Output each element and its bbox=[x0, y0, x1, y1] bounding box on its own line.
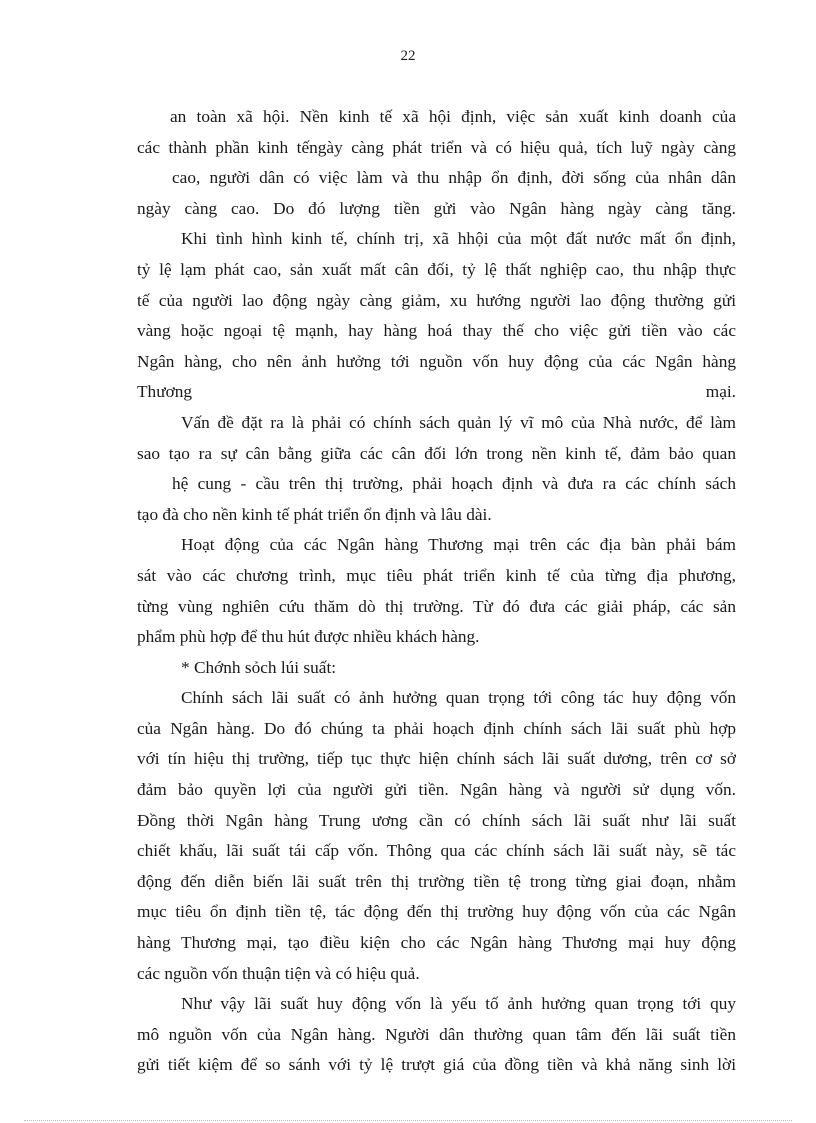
text-line: Đồng thời Ngân hàng Trung ương cần có chính sách lãi suất như lãi suất bbox=[137, 810, 736, 830]
text-line: chiết khấu, lãi suất tái cấp vốn. Thông qua các chính sách lãi suất này, sẽ tác bbox=[137, 841, 736, 861]
page-bottom-rule bbox=[24, 1120, 792, 1121]
text-line: đảm bảo quyền lợi của người gửi tiền. Ngân hàng và người sử dụng vốn. bbox=[137, 780, 736, 800]
text-line: các thành phần kinh tếngày càng phát triển và có hiệu quả, tích luỹ ngày càng bbox=[137, 137, 736, 157]
text-line: gửi tiết kiệm để so sánh với tỷ lệ trượt giá của đồng tiền và khả năng sinh lời bbox=[137, 1055, 736, 1075]
text-line: Chính sách lãi suất có ảnh hưởng quan trọng tới công tác huy động vốn bbox=[181, 688, 736, 708]
text-line: an toàn xã hội. Nền kinh tế xã hội định, việc sản xuất kinh doanh của bbox=[170, 107, 736, 126]
text-line: hệ cung - cầu trên thị trường, phải hoạch định và đưa ra các chính sách bbox=[172, 474, 736, 494]
text-line: tế của người lao động ngày càng giảm, xu hướng người lao động thường gửi bbox=[137, 290, 736, 310]
text-line: sao tạo ra sự cân bằng giữa các cân đối lớn trong nền kinh tế, đảm bảo quan bbox=[137, 443, 736, 463]
text-line: Ngân hàng, cho nên ảnh hưởng tới nguồn vốn huy động của các Ngân hàng bbox=[137, 351, 736, 371]
text-line: Như vậy lãi suất huy động vốn là yếu tố ảnh hưởng quan trọng tới quy bbox=[181, 994, 736, 1014]
text-line: động đến diễn biến lãi suất trên thị trường tiền tệ trong từng giai đoạn, nhằm bbox=[137, 871, 736, 891]
text-line: với tín hiệu thị trường, tiếp tục thực hiện chính sách lãi suất dương, trên cơ sở bbox=[137, 749, 736, 769]
document-body bbox=[137, 102, 736, 1081]
text-line: Vấn đề đặt ra là phải có chính sách quản lý vĩ mô của Nhà nước, để làm bbox=[181, 412, 736, 432]
text-line: hàng Thương mại, tạo điều kiện cho các Ngân hàng Thương mại huy động bbox=[137, 933, 736, 953]
text-line: các nguồn vốn thuận tiện và có hiệu quả. bbox=[137, 963, 420, 983]
text-line: Hoạt động của các Ngân hàng Thương mại trên các địa bàn phải bám bbox=[181, 535, 736, 555]
text-line: Khi tình hình kinh tế, chính trị, xã hhội của một đất nước mất ổn định, bbox=[181, 229, 736, 249]
page-number: 22 bbox=[400, 48, 416, 64]
section-heading: * Chớnh sỏch lúi suất: bbox=[181, 657, 337, 677]
text-line: sát vào các chương trình, mục tiêu phát triển kinh tế của từng địa phương, bbox=[137, 565, 736, 585]
text-line: tỷ lệ lạm phát cao, sản xuất mất cân đối, tỷ lệ thất nghiệp cao, thu nhập thực bbox=[137, 259, 736, 279]
text-line: cao, người dân có việc làm và thu nhập ổn định, đời sống của nhân dân bbox=[172, 168, 736, 188]
text-line: mô nguồn vốn của Ngân hàng. Người dân thường quan tâm đến lãi suất tiền bbox=[137, 1024, 736, 1044]
text-line: tạo đà cho nền kinh tế phát triển ổn định và lâu dài. bbox=[137, 504, 492, 524]
text-line: mục tiêu ổn định tiền tệ, tác động đến thị trường huy động vốn của các Ngân bbox=[137, 902, 736, 922]
text-line: từng vùng nghiên cứu thăm dò thị trường. Từ đó đưa các giải pháp, các sản bbox=[137, 596, 736, 616]
text-line: Thương mại. bbox=[137, 382, 736, 402]
text-line: của Ngân hàng. Do đó chúng ta phải hoạch định chính sách lãi suất phù hợp bbox=[137, 718, 736, 738]
text-line: phẩm phù hợp để thu hút được nhiều khách hàng. bbox=[137, 627, 480, 647]
text-line: vàng hoặc ngoại tệ mạnh, hay hàng hoá thay thế cho việc gửi tiền vào các bbox=[137, 321, 736, 341]
text-line: ngày càng cao. Do đó lượng tiền gửi vào Ngân hàng ngày càng tăng. bbox=[137, 198, 736, 218]
